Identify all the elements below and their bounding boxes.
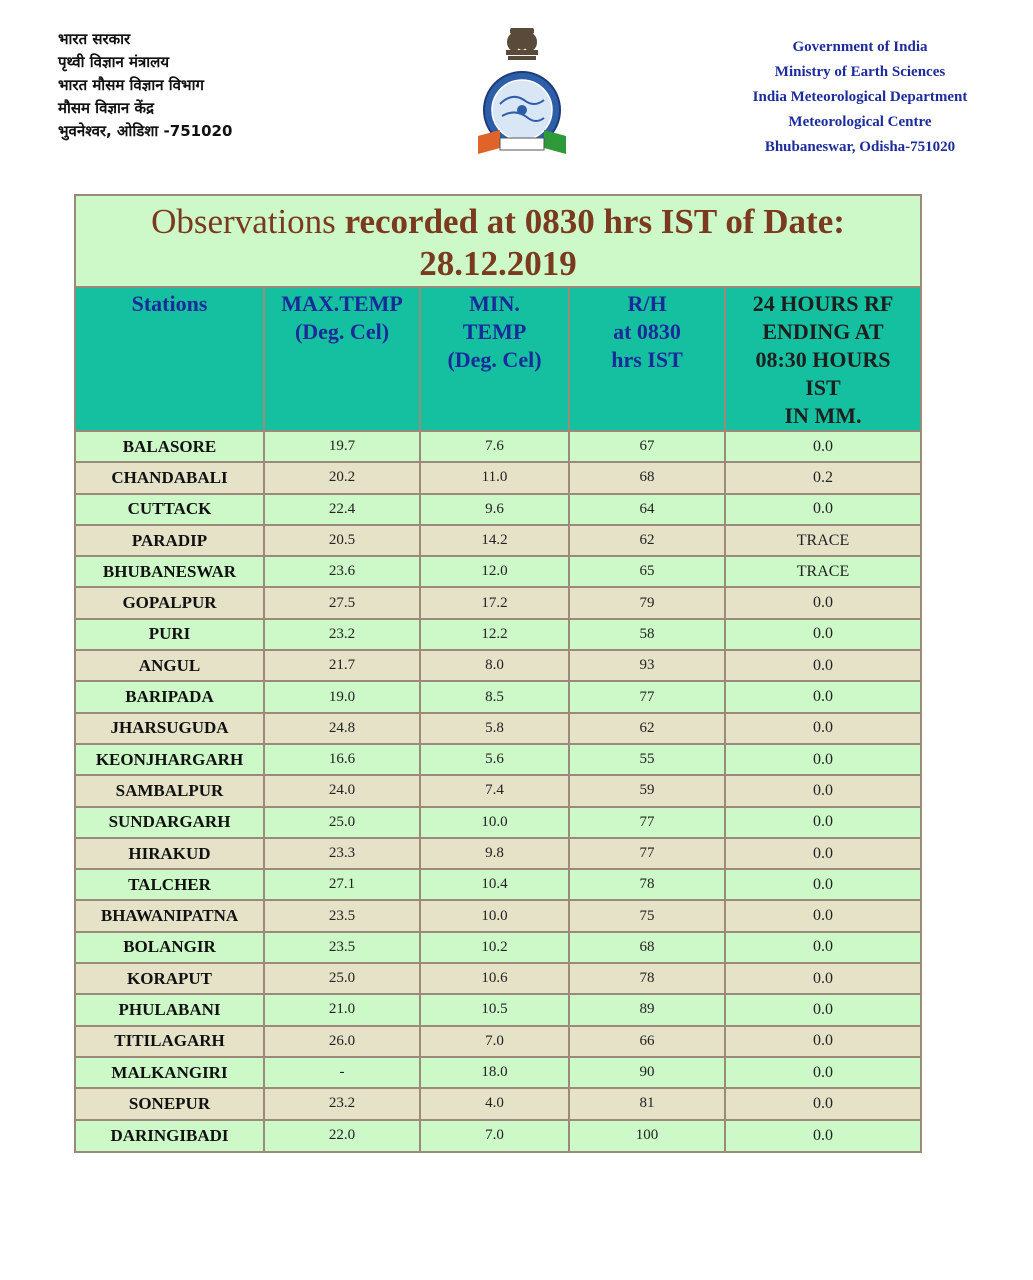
min-temp-cell: 5.8 xyxy=(420,713,569,744)
rh-cell: 77 xyxy=(569,807,725,838)
max-temp-cell: 19.7 xyxy=(264,431,420,462)
table-row xyxy=(76,1088,920,1119)
rainfall-cell: 0.0 xyxy=(725,431,920,462)
table-row xyxy=(76,838,920,869)
max-temp-cell: 23.5 xyxy=(264,932,420,963)
col-header-line: MIN. xyxy=(469,291,520,316)
min-temp-cell: 10.2 xyxy=(420,932,569,963)
rainfall-cell: 0.0 xyxy=(725,1057,920,1088)
table-row xyxy=(76,963,920,994)
rh-cell: 64 xyxy=(569,494,725,525)
station-cell: ANGUL xyxy=(76,650,264,681)
station-cell: CHANDABALI xyxy=(76,462,264,493)
station-cell: HIRAKUD xyxy=(76,838,264,869)
col-header-line: 24 HOURS RF xyxy=(752,291,894,316)
max-temp-cell: 23.5 xyxy=(264,900,420,931)
hindi-line: भुवनेश्वर, ओडिशा -751020 xyxy=(58,122,233,140)
max-temp-cell: 26.0 xyxy=(264,1026,420,1057)
min-temp-cell: 17.2 xyxy=(420,587,569,618)
rh-cell: 59 xyxy=(569,775,725,806)
min-temp-cell: 10.4 xyxy=(420,869,569,900)
english-line: Meteorological Centre xyxy=(788,114,932,130)
rh-cell: 68 xyxy=(569,932,725,963)
english-line: India Meteorological Department xyxy=(752,89,968,105)
rh-cell: 55 xyxy=(569,744,725,775)
table-row xyxy=(76,1026,920,1057)
max-temp-cell: 22.0 xyxy=(264,1120,420,1151)
col-header-line: IN MM. xyxy=(784,403,862,428)
max-temp-cell: - xyxy=(264,1057,420,1088)
station-cell: PHULABANI xyxy=(76,994,264,1025)
table-row xyxy=(76,431,920,462)
table-row xyxy=(76,1057,920,1088)
rainfall-cell: 0.0 xyxy=(725,650,920,681)
table-row xyxy=(76,932,920,963)
imd-emblem-icon xyxy=(472,26,572,156)
col-header-line: MAX.TEMP xyxy=(281,291,403,316)
rh-cell: 62 xyxy=(569,525,725,556)
min-temp-cell: 7.4 xyxy=(420,775,569,806)
col-header-min-temp xyxy=(420,288,569,431)
max-temp-cell: 23.6 xyxy=(264,556,420,587)
table-row xyxy=(76,494,920,525)
col-header-line: (Deg. Cel) xyxy=(294,319,390,344)
min-temp-cell: 8.5 xyxy=(420,681,569,712)
max-temp-cell: 23.3 xyxy=(264,838,420,869)
station-cell: MALKANGIRI xyxy=(76,1057,264,1088)
min-temp-cell: 7.0 xyxy=(420,1120,569,1151)
hindi-address xyxy=(58,28,298,143)
min-temp-cell: 9.8 xyxy=(420,838,569,869)
rh-cell: 65 xyxy=(569,556,725,587)
col-header-line: IST xyxy=(805,375,841,400)
max-temp-cell: 23.2 xyxy=(264,619,420,650)
rainfall-cell: 0.0 xyxy=(725,744,920,775)
table-row xyxy=(76,994,920,1025)
rh-cell: 78 xyxy=(569,963,725,994)
observations-table xyxy=(74,194,922,1153)
col-header-line: ENDING AT xyxy=(762,319,884,344)
station-cell: BOLANGIR xyxy=(76,932,264,963)
col-header-rh xyxy=(569,288,725,431)
station-cell: DARINGIBADI xyxy=(76,1120,264,1151)
min-temp-cell: 14.2 xyxy=(420,525,569,556)
min-temp-cell: 10.0 xyxy=(420,900,569,931)
min-temp-cell: 7.6 xyxy=(420,431,569,462)
col-header-stations xyxy=(76,288,264,431)
max-temp-cell: 24.8 xyxy=(264,713,420,744)
col-header-line: at 0830 xyxy=(613,319,681,344)
rh-cell: 78 xyxy=(569,869,725,900)
rh-cell: 93 xyxy=(569,650,725,681)
table-row xyxy=(76,1120,920,1151)
header-row xyxy=(76,288,920,431)
table-row xyxy=(76,681,920,712)
rh-cell: 100 xyxy=(569,1120,725,1151)
table-row xyxy=(76,619,920,650)
table-row xyxy=(76,650,920,681)
title-date: 28.12.2019 xyxy=(419,244,577,283)
max-temp-cell: 24.0 xyxy=(264,775,420,806)
table-row xyxy=(76,775,920,806)
station-cell: SONEPUR xyxy=(76,1088,264,1119)
rainfall-cell: 0.0 xyxy=(725,900,920,931)
rh-cell: 77 xyxy=(569,681,725,712)
min-temp-cell: 12.2 xyxy=(420,619,569,650)
max-temp-cell: 22.4 xyxy=(264,494,420,525)
min-temp-cell: 9.6 xyxy=(420,494,569,525)
col-header-line: 08:30 HOURS xyxy=(755,347,891,372)
max-temp-cell: 27.5 xyxy=(264,587,420,618)
table-row xyxy=(76,525,920,556)
max-temp-cell: 21.7 xyxy=(264,650,420,681)
col-header-line: Stations xyxy=(131,291,208,316)
hindi-line: मौसम विज्ञान केंद्र xyxy=(58,99,154,117)
rh-cell: 77 xyxy=(569,838,725,869)
rainfall-cell: 0.0 xyxy=(725,807,920,838)
rainfall-cell: 0.0 xyxy=(725,619,920,650)
english-line: Bhubaneswar, Odisha-751020 xyxy=(764,139,956,155)
data-table xyxy=(76,288,920,1151)
rh-cell: 75 xyxy=(569,900,725,931)
rh-cell: 89 xyxy=(569,994,725,1025)
station-cell: BHAWANIPATNA xyxy=(76,900,264,931)
station-cell: JHARSUGUDA xyxy=(76,713,264,744)
max-temp-cell: 20.5 xyxy=(264,525,420,556)
english-line: Government of India xyxy=(792,39,928,55)
rainfall-cell: 0.0 xyxy=(725,869,920,900)
col-header-max-temp xyxy=(264,288,420,431)
rh-cell: 90 xyxy=(569,1057,725,1088)
col-header-line: (Deg. Cel) xyxy=(447,347,542,372)
table-row xyxy=(76,462,920,493)
table-row xyxy=(76,744,920,775)
max-temp-cell: 20.2 xyxy=(264,462,420,493)
rainfall-cell: 0.0 xyxy=(725,932,920,963)
max-temp-cell: 27.1 xyxy=(264,869,420,900)
table-title xyxy=(76,196,920,288)
station-cell: PARADIP xyxy=(76,525,264,556)
station-cell: TITILAGARH xyxy=(76,1026,264,1057)
min-temp-cell: 8.0 xyxy=(420,650,569,681)
station-cell: GOPALPUR xyxy=(76,587,264,618)
min-temp-cell: 10.0 xyxy=(420,807,569,838)
col-header-rainfall xyxy=(725,288,920,431)
max-temp-cell: 25.0 xyxy=(264,963,420,994)
station-cell: CUTTACK xyxy=(76,494,264,525)
rh-cell: 81 xyxy=(569,1088,725,1119)
min-temp-cell: 12.0 xyxy=(420,556,569,587)
min-temp-cell: 10.6 xyxy=(420,963,569,994)
max-temp-cell: 21.0 xyxy=(264,994,420,1025)
max-temp-cell: 19.0 xyxy=(264,681,420,712)
station-cell: PURI xyxy=(76,619,264,650)
rainfall-cell: 0.0 xyxy=(725,494,920,525)
rh-cell: 58 xyxy=(569,619,725,650)
rainfall-cell: 0.0 xyxy=(725,587,920,618)
station-cell: SUNDARGARH xyxy=(76,807,264,838)
rainfall-cell: 0.0 xyxy=(725,963,920,994)
table-row xyxy=(76,869,920,900)
rainfall-cell: 0.0 xyxy=(725,1026,920,1057)
min-temp-cell: 5.6 xyxy=(420,744,569,775)
table-body xyxy=(76,431,920,1151)
station-cell: BHUBANESWAR xyxy=(76,556,264,587)
rh-cell: 79 xyxy=(569,587,725,618)
rh-cell: 67 xyxy=(569,431,725,462)
rainfall-cell: 0.0 xyxy=(725,681,920,712)
rainfall-cell: 0.0 xyxy=(725,1088,920,1119)
rainfall-cell: 0.2 xyxy=(725,462,920,493)
table-row xyxy=(76,587,920,618)
min-temp-cell: 10.5 xyxy=(420,994,569,1025)
rainfall-cell: 0.0 xyxy=(725,775,920,806)
col-header-line: R/H xyxy=(627,291,667,316)
table-row xyxy=(76,900,920,931)
min-temp-cell: 11.0 xyxy=(420,462,569,493)
station-cell: KORAPUT xyxy=(76,963,264,994)
rh-cell: 66 xyxy=(569,1026,725,1057)
col-header-line: hrs IST xyxy=(611,347,683,372)
table-row xyxy=(76,556,920,587)
station-cell: BALASORE xyxy=(76,431,264,462)
min-temp-cell: 18.0 xyxy=(420,1057,569,1088)
max-temp-cell: 16.6 xyxy=(264,744,420,775)
english-address xyxy=(720,35,1000,160)
hindi-line: भारत सरकार xyxy=(58,30,131,48)
station-cell: BARIPADA xyxy=(76,681,264,712)
max-temp-cell: 23.2 xyxy=(264,1088,420,1119)
rainfall-cell: 0.0 xyxy=(725,994,920,1025)
title-prefix: Observations xyxy=(151,202,345,241)
rainfall-cell: 0.0 xyxy=(725,713,920,744)
rainfall-cell: TRACE xyxy=(725,525,920,556)
rainfall-cell: 0.0 xyxy=(725,1120,920,1151)
min-temp-cell: 4.0 xyxy=(420,1088,569,1119)
station-cell: SAMBALPUR xyxy=(76,775,264,806)
hindi-line: पृथ्वी विज्ञान मंत्रालय xyxy=(58,53,170,71)
max-temp-cell: 25.0 xyxy=(264,807,420,838)
table-row xyxy=(76,807,920,838)
hindi-line: भारत मौसम विज्ञान विभाग xyxy=(58,76,204,94)
rainfall-cell: 0.0 xyxy=(725,838,920,869)
col-header-line: TEMP xyxy=(462,319,527,344)
english-line: Ministry of Earth Sciences xyxy=(774,64,946,80)
rh-cell: 68 xyxy=(569,462,725,493)
station-cell: TALCHER xyxy=(76,869,264,900)
station-cell: KEONJHARGARH xyxy=(76,744,264,775)
min-temp-cell: 7.0 xyxy=(420,1026,569,1057)
rainfall-cell: TRACE xyxy=(725,556,920,587)
rh-cell: 62 xyxy=(569,713,725,744)
table-row xyxy=(76,713,920,744)
title-bold: recorded at 0830 hrs IST of Date: xyxy=(344,202,845,241)
